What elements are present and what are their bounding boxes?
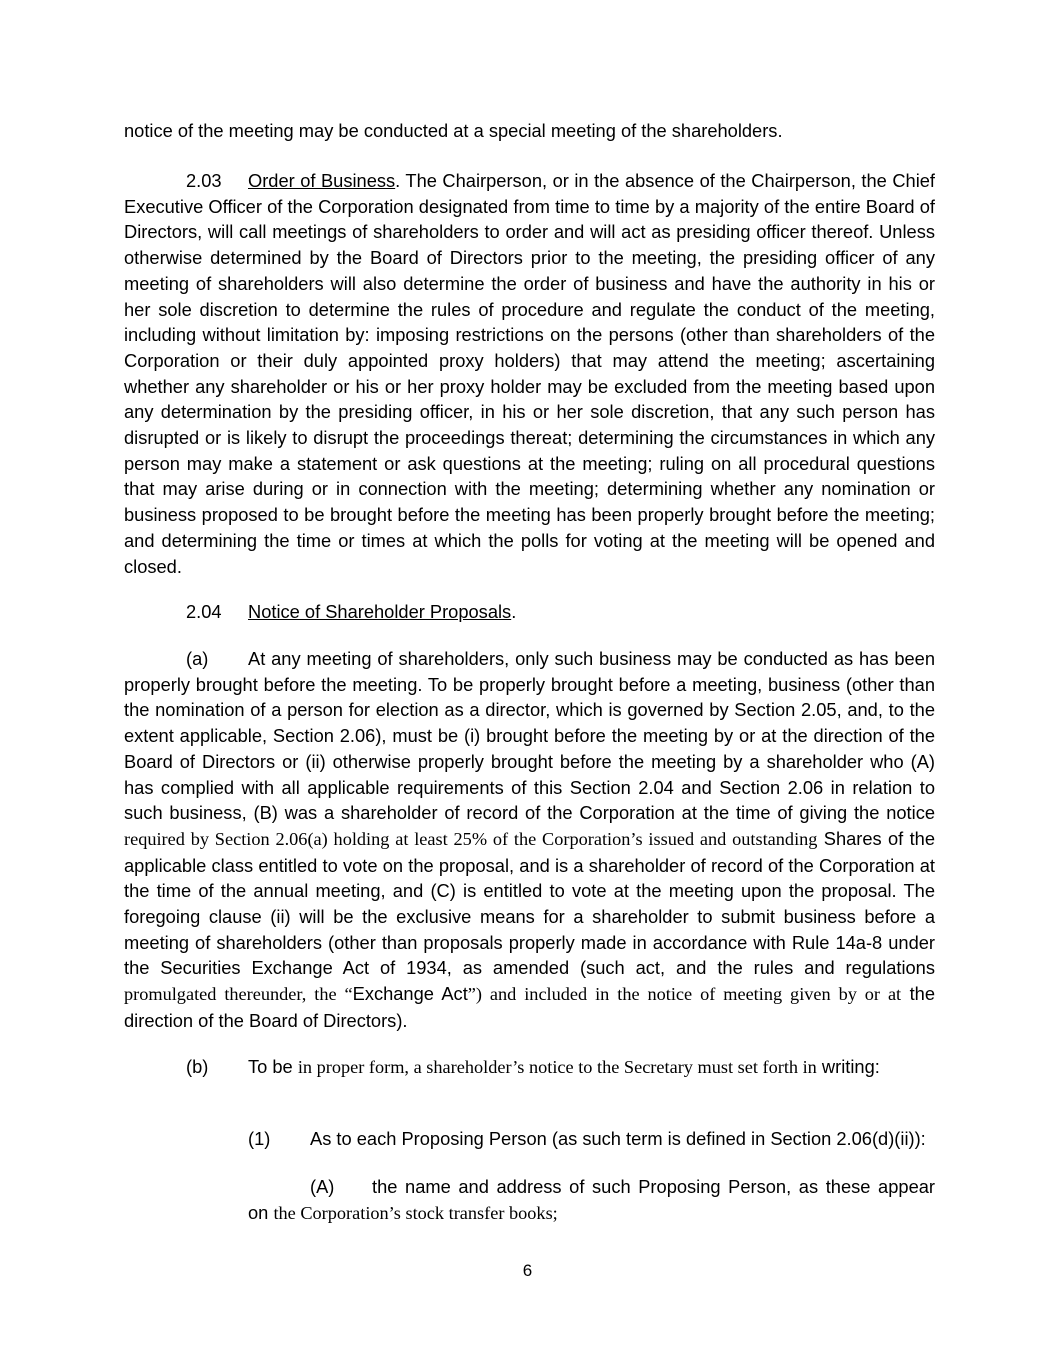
paragraph-a-text-7: the direction of the Board of Directors). — [124, 983, 935, 1031]
section-2-03-number: 2.03 — [186, 170, 222, 191]
paragraph-a-text-6: ”) and included in the notice of meeting given by or at — [467, 984, 902, 1005]
paragraph-a — [124, 646, 935, 1034]
item-A-text-2: the Corporation’s stock transfer books; — [273, 1202, 558, 1223]
paragraph-b-text-2: in proper form, a shareholder’s notice to the Secretary must set forth in — [297, 1057, 817, 1077]
continuation-text: notice of the meeting may be conducted at a special meeting of the shareholders. — [124, 120, 783, 141]
continuation-paragraph — [124, 118, 935, 144]
paragraph-a-label: (a) — [186, 648, 209, 669]
item-1-label: (1) — [248, 1128, 271, 1149]
section-2-04-heading: Notice of Shareholder Proposals — [248, 601, 512, 622]
paragraph-b-text-3: writing: — [821, 1056, 880, 1077]
section-2-03-body: The Chairperson, or in the absence of the Chairperson, the Chief Executive Officer of the Corporation designated from time to time by a majority of the entire Board of Directors, will call meetings of shareholders to order and will act as presiding officer thereof. Unless otherwise determined by the Board of Directors prior to the meeting, the presiding officer of any meeting of shareholders will also determine the order of business and have the authority in his or her sole discretion to determine the rules of procedure and regulate the conduct of the meeting, including without limitation by: imposing restrictions on the persons (other than shareholders of the Corporation or their duly appointed proxy holders) that may attend the meeting; ascertaining whether any shareholder or his or her proxy holder may be excluded from the meeting based upon any determination by the presiding officer, in his or her sole discretion, that any such person has disrupted or is likely to disrupt the proceedings thereat; determining the circumstances in which any person may make a statement or ask questions at the meeting; ruling on all procedural questions that may arise during or in connection with the meeting; determining whether any nomination or business proposed to be brought before the meeting has been properly brought before the meeting; and determining the time or times at which the polls for voting at the meeting will be opened and closed. — [124, 170, 935, 577]
item-1 — [248, 1126, 938, 1152]
section-2-04-heading-end: . — [511, 601, 517, 622]
item-A-text-1: the name and address of such Proposing Person, as these appear on — [248, 1176, 935, 1223]
item-1-text: As to each Proposing Person (as such term is defined in Section 2.06(d)(ii)): — [310, 1128, 926, 1149]
paragraph-a-text-2: required by Section 2.06(a) holding at least 25% of the Corporation’s issued and outstanding — [124, 828, 818, 849]
paragraph-b-text-1: To be — [248, 1056, 293, 1077]
item-A — [248, 1174, 935, 1226]
paragraph-b-label: (b) — [186, 1056, 209, 1077]
section-2-03 — [124, 168, 935, 579]
paragraph-b — [124, 1054, 935, 1081]
section-2-04-heading-line — [124, 599, 935, 625]
paragraph-a-text-4: promulgated thereunder, the “ — [124, 984, 353, 1005]
item-A-label: (A) — [310, 1176, 335, 1197]
section-2-03-heading: Order of Business — [248, 170, 396, 191]
paragraph-a-defined-term: Exchange Act — [352, 983, 468, 1005]
paragraph-a-text-1: At any meeting of shareholders, only such business may be conducted as has been properly brought before the meeting. To be properly brought before a meeting, business (other than the nomination of a person for election as a director, which is governed by Section 2.05, and, to the extent applicable, Section 2.06), must be (i) brought before the meeting by or at the direction of the Board of Directors or (ii) otherwise properly brought before the meeting by a shareholder who (A) has complied with all applicable requirements of this Section 2.04 and Section 2.06 in relation to such business, (B) was a shareholder of record of the Corporation at the time of giving the notice — [124, 648, 935, 824]
section-2-04-number: 2.04 — [186, 601, 222, 622]
paragraph-a-text-3: Shares of the applicable class entitled to vote on the proposal, and is a shareholder of record of the Corporation at the time of the annual meeting, and (C) is entitled to vote at the meeting upon the proposal. The foregoing clause (ii) will be the exclusive means for a shareholder to submit business before a meeting of shareholders (other than proposals properly made in accordance with Rule 14a-8 under the Securities Exchange Act of 1934, as amended (such act, and the rules and regulations — [124, 827, 935, 979]
page-number: 6 — [522, 1261, 533, 1280]
section-2-03-heading-end: . — [395, 170, 401, 191]
